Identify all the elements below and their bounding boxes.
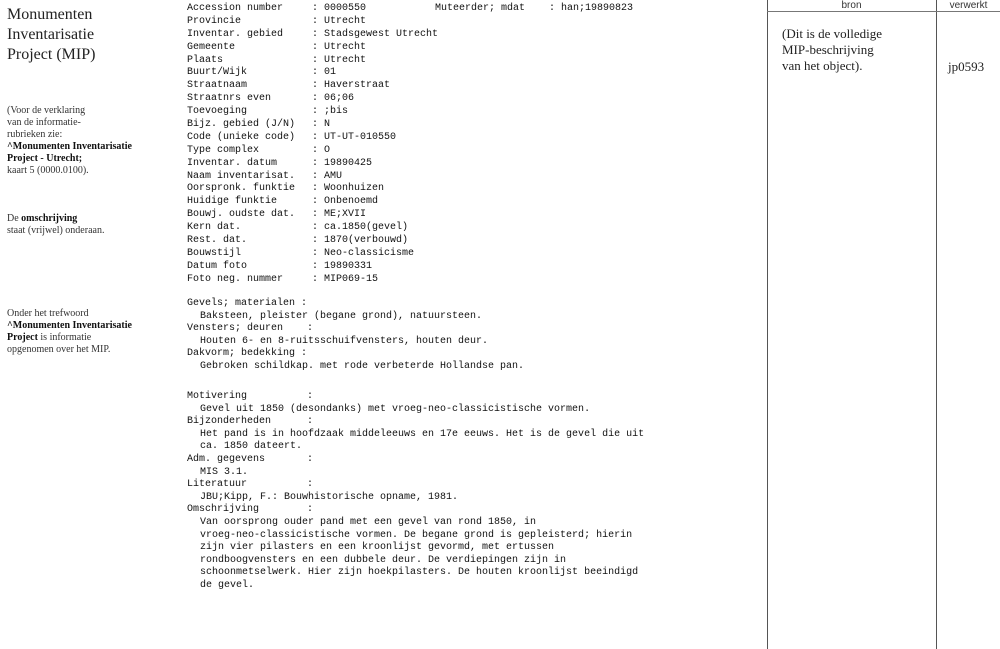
left-info-column xyxy=(7,5,177,355)
section-heading: Omschrijving : xyxy=(187,504,314,516)
field-value: : 0000550 xyxy=(312,3,367,14)
field-label: Buurt/Wijk xyxy=(187,67,248,79)
section-text: Van oorsprong ouder pand met een gevel van rond 1850, in xyxy=(200,516,537,528)
description-keyword: omschrijving xyxy=(21,213,78,224)
section-heading: Literatuur : xyxy=(187,479,314,491)
field-value: : UT-UT-010550 xyxy=(312,131,397,143)
field-row xyxy=(187,145,757,158)
bron-header: bron xyxy=(841,0,862,11)
field-label: Toevoeging xyxy=(187,106,248,118)
section-text: MIS 3.1. xyxy=(200,466,249,478)
keyword-note xyxy=(7,308,177,356)
field-label: Inventar. datum xyxy=(187,157,278,169)
section-text: schoonmetselwerk. Hier zijn hoekpilasters. De houten kroonlijst beeindigd xyxy=(200,567,639,579)
record-fields xyxy=(187,3,757,287)
mutation-info: Muteerder; mdat : han;19890823 xyxy=(435,3,634,14)
field-row xyxy=(187,196,757,209)
field-label: Gemeente xyxy=(187,41,236,53)
section-heading: Gevels; materialen : xyxy=(187,298,308,309)
section-text: ca. 1850 dateert. xyxy=(200,441,303,453)
note-line: Onder het trefwoord xyxy=(7,308,89,319)
field-row xyxy=(187,80,757,93)
field-row xyxy=(187,274,757,287)
field-row xyxy=(187,261,757,274)
field-label: Datum foto xyxy=(187,260,248,272)
description-note xyxy=(7,213,177,237)
field-label: Accession number xyxy=(187,3,284,14)
field-label: Straatnrs even xyxy=(187,93,272,105)
field-value: : ME;XVII xyxy=(312,209,367,221)
section-heading: Vensters; deuren : xyxy=(187,323,314,335)
field-row xyxy=(187,248,757,261)
keyword-link[interactable]: ^Monumenten Inventarisatie xyxy=(7,320,132,331)
verwerkt-code: jp0593 xyxy=(948,59,985,74)
section-text: Gebroken schildkap. met rode verbeterde Hollandse pan. xyxy=(200,360,525,372)
field-row xyxy=(187,93,757,106)
field-label: Bouwj. oudste dat. xyxy=(187,209,296,221)
motivation-sections xyxy=(187,391,757,593)
title-line: Monumenten xyxy=(7,6,93,23)
note-line: opgenomen over het MIP. xyxy=(7,344,111,355)
field-label: Provincie xyxy=(187,15,242,27)
collection-title xyxy=(7,5,177,65)
field-label: Code (unieke code) xyxy=(187,131,296,143)
field-value: : 01 xyxy=(312,67,337,79)
field-row xyxy=(187,55,757,68)
legend-note xyxy=(7,105,177,177)
field-value: : Onbenoemd xyxy=(312,196,379,208)
field-row xyxy=(187,67,757,80)
field-label: Foto neg. nummer xyxy=(187,273,284,285)
bron-line: (Dit is de volledige xyxy=(782,26,883,41)
field-row xyxy=(187,132,757,145)
field-label: Straatnaam xyxy=(187,80,248,92)
section-heading: Dakvorm; bedekking : xyxy=(187,348,308,360)
section-text: JBU;Kipp, F.: Bouwhistorische opname, 1981. xyxy=(200,491,459,503)
field-value: : Utrecht xyxy=(312,15,367,27)
note-line: staat (vrijwel) onderaan. xyxy=(7,225,105,236)
note-text: De xyxy=(7,213,22,224)
section-heading: Adm. gegevens : xyxy=(187,453,314,465)
field-label: Rest. dat. xyxy=(187,235,248,247)
field-label: Type complex xyxy=(187,144,260,156)
section-text: Gevel uit 1850 (desondanks) met vroeg-neo-classicistische vormen. xyxy=(200,403,591,415)
field-value: : Neo-classicisme xyxy=(312,247,415,259)
field-value: : AMU xyxy=(312,170,343,182)
field-value: : Haverstraat xyxy=(312,80,391,92)
field-label: Naam inventarisat. xyxy=(187,170,296,182)
note-line: (Voor de verklaring xyxy=(7,105,86,116)
section-heading: Bijzonderheden : xyxy=(187,416,314,428)
field-value: : 19890331 xyxy=(312,260,373,272)
field-row xyxy=(187,222,757,235)
section-text: de gevel. xyxy=(200,579,255,591)
field-row xyxy=(187,29,757,42)
field-label: Plaats xyxy=(187,54,224,66)
title-line: Project (MIP) xyxy=(7,46,96,63)
section-text: Baksteen, pleister (begane grond), natuursteen. xyxy=(200,310,483,322)
field-value: : 19890425 xyxy=(312,157,373,169)
field-value: : Woonhuizen xyxy=(312,183,385,195)
section-text: vroeg-neo-classicistische vormen. De begane grond is gepleisterd; hierin xyxy=(200,529,633,541)
field-row xyxy=(187,209,757,222)
field-row xyxy=(187,158,757,171)
field-label: Huidige funktie xyxy=(187,196,278,208)
section-text: Houten 6- en 8-ruitsschuifvensters, houten deur. xyxy=(200,335,489,347)
verwerkt-header: verwerkt xyxy=(949,0,988,11)
field-row xyxy=(187,183,757,196)
field-value: : 06;06 xyxy=(312,93,355,105)
field-value: : Utrecht xyxy=(312,41,367,53)
title-line: Inventarisatie xyxy=(7,26,95,43)
bron-line: van het object). xyxy=(782,58,863,73)
field-row xyxy=(187,16,757,29)
field-value: : 1870(verbouwd) xyxy=(312,235,409,247)
field-value: : ;bis xyxy=(312,106,349,118)
header-rule xyxy=(767,11,1000,12)
bron-text xyxy=(782,26,942,74)
side-panel xyxy=(767,0,1000,649)
material-sections xyxy=(187,298,757,374)
field-label: Bouwstijl xyxy=(187,247,242,259)
field-label: Kern dat. xyxy=(187,222,242,234)
keyword-link[interactable]: Project xyxy=(7,332,38,343)
field-label: Bijz. gebied (J/N) xyxy=(187,119,296,131)
note-line: kaart 5 (0000.0100). xyxy=(7,165,89,176)
reference-link[interactable]: Project - Utrecht; xyxy=(7,153,83,164)
note-line: van de informatie- xyxy=(7,117,81,128)
field-label: Oorspronk. funktie xyxy=(187,183,296,195)
field-value: : N xyxy=(312,119,331,131)
bron-line: MIP-beschrijving xyxy=(782,42,874,57)
field-row xyxy=(187,235,757,248)
field-value: : Stadsgewest Utrecht xyxy=(312,28,439,40)
column-divider xyxy=(767,0,768,649)
field-value: : MIP069-15 xyxy=(312,273,379,285)
section-text: zijn vier pilasters en een kroonlijst gevormd, met ertussen xyxy=(200,542,555,554)
field-row xyxy=(187,42,757,55)
section-text: rondboogvensters en een dubbele deur. De verdiepingen zijn in xyxy=(200,554,567,566)
note-line: rubrieken zie: xyxy=(7,129,63,140)
field-row xyxy=(187,106,757,119)
section-text: Het pand is in hoofdzaak middeleeuws en 17e eeuws. Het is de gevel die uit xyxy=(200,428,645,440)
field-label: Inventar. gebied xyxy=(187,28,284,40)
note-text: is informatie xyxy=(37,332,92,343)
field-row xyxy=(187,119,757,132)
field-row xyxy=(187,171,757,184)
section-heading: Motivering : xyxy=(187,391,314,402)
field-value: : O xyxy=(312,144,331,156)
field-value: : ca.1850(gevel) xyxy=(312,222,409,234)
column-divider xyxy=(936,0,937,649)
field-value: : Utrecht xyxy=(312,54,367,66)
reference-link[interactable]: ^Monumenten Inventarisatie xyxy=(7,141,132,152)
